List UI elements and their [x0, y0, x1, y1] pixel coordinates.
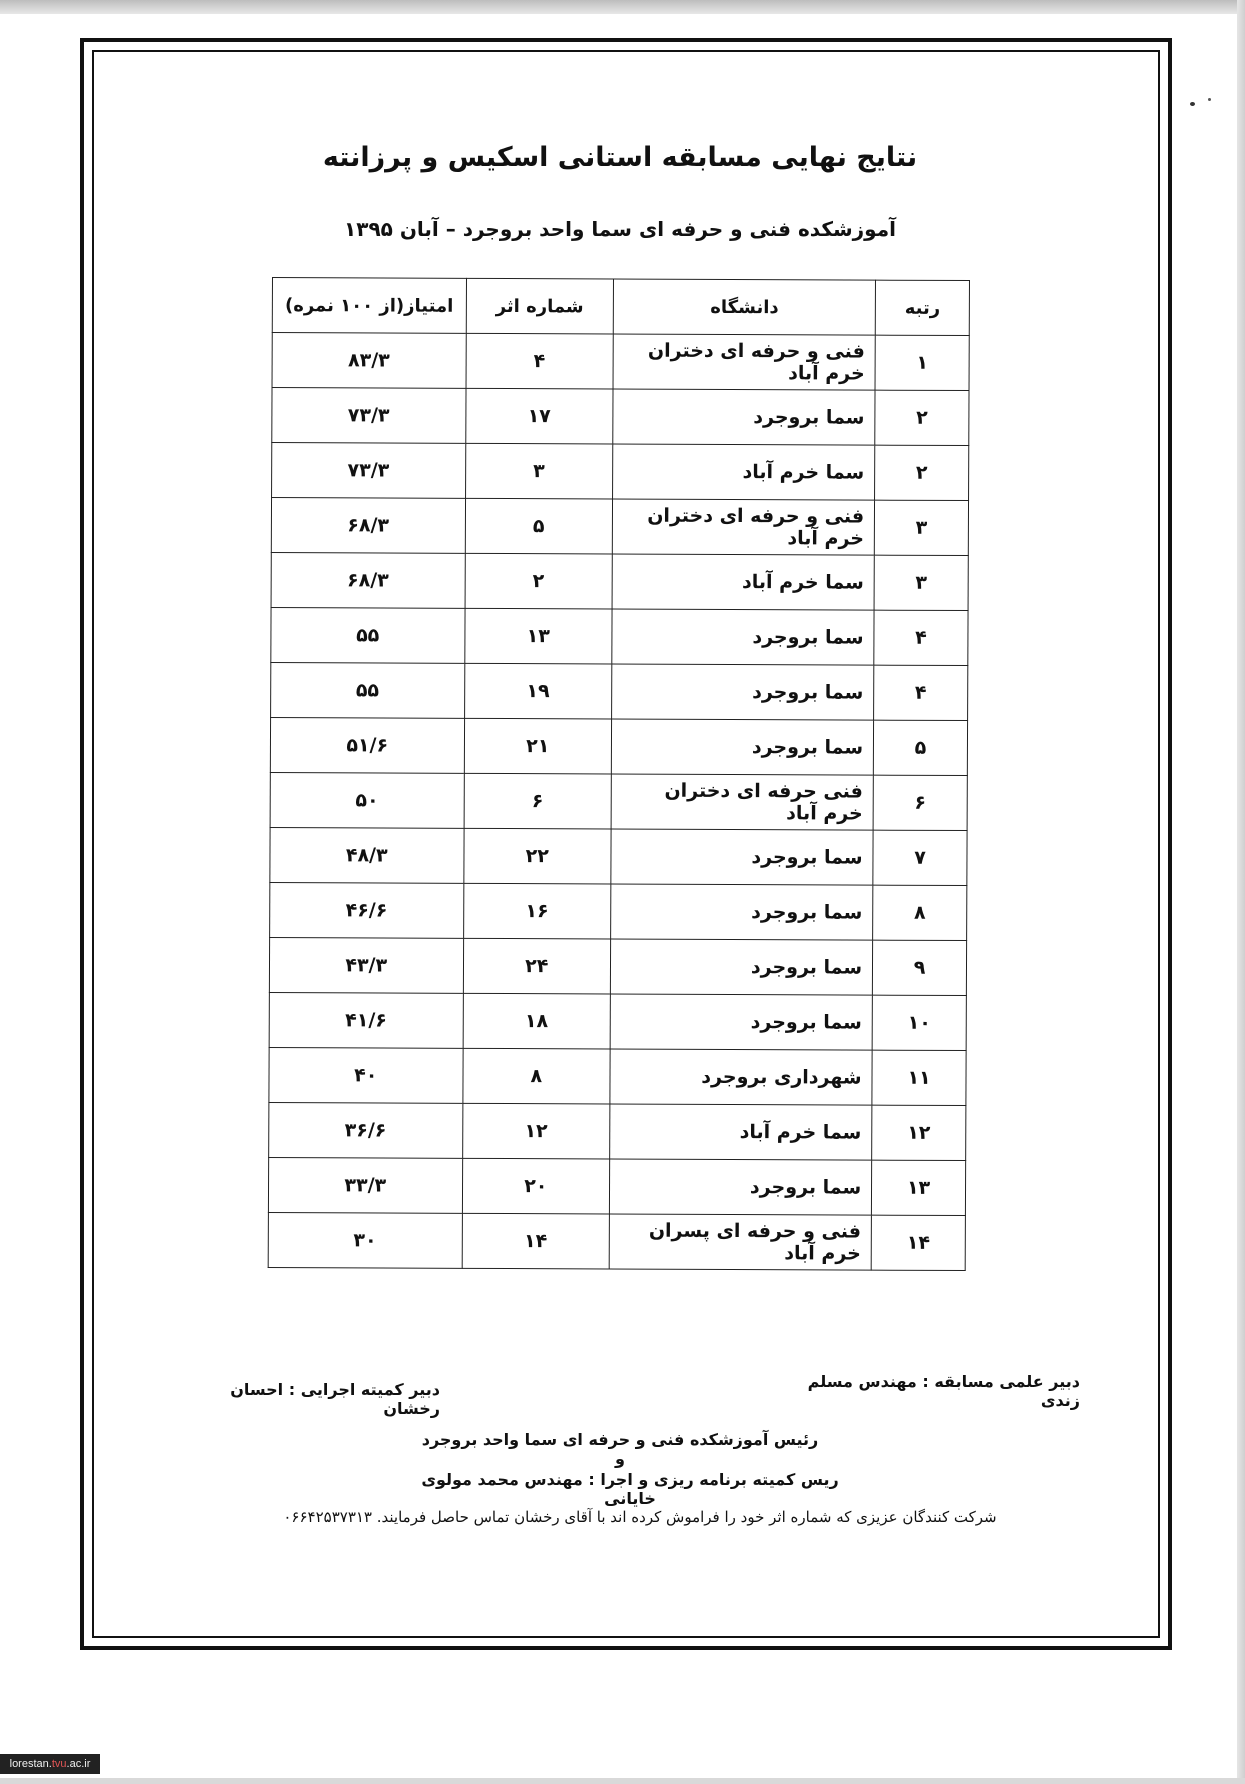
- work-number-cell: ۳: [465, 443, 613, 499]
- contact-notice: شرکت کنندگان عزیزی که شماره اثر خود را فراموش کرده اند با آقای رخشان تماس حاصل فرمایند. ۰۶۶۴۲۵۳۷۳۱۳: [283, 1508, 997, 1526]
- score-cell: ۵۵: [271, 607, 465, 663]
- score-cell: ۷۳/۳: [272, 388, 466, 444]
- rank-cell: ۴: [874, 665, 968, 720]
- table-row: [269, 1102, 966, 1160]
- table-header-row: [272, 278, 969, 336]
- scan-speck: [1208, 98, 1211, 101]
- table-row: [270, 717, 967, 775]
- header-rank: رتبه: [875, 280, 969, 335]
- university-cell: سما بروجرد: [610, 1159, 872, 1215]
- table-row: [268, 1212, 965, 1270]
- rank-cell: ۴: [874, 610, 968, 665]
- rank-cell: ۷: [873, 830, 967, 885]
- work-number-cell: ۸: [462, 1048, 610, 1104]
- results-body: [268, 333, 969, 1271]
- rank-cell: ۶: [873, 775, 967, 830]
- university-cell: سما خرم آباد: [613, 444, 875, 500]
- work-number-cell: ۱۶: [463, 883, 611, 939]
- work-number-cell: ۶: [464, 773, 612, 829]
- work-number-cell: ۱۸: [463, 993, 611, 1049]
- work-number-cell: ۲۱: [464, 718, 612, 774]
- header-work-number: شماره اثر: [466, 278, 614, 334]
- work-number-cell: ۲۲: [463, 828, 611, 884]
- results-table: [268, 277, 970, 1271]
- university-cell: سما بروجرد: [611, 719, 873, 775]
- scan-speck: [1190, 102, 1195, 106]
- rank-cell: ۱۴: [871, 1215, 965, 1270]
- watermark-prefix: lorestan.: [9, 1758, 52, 1770]
- scan-bottom-edge: [0, 1778, 1245, 1784]
- university-cell: سما بروجرد: [610, 994, 872, 1050]
- university-cell: سما خرم آباد: [610, 1104, 872, 1160]
- university-cell: سما بروجرد: [612, 609, 874, 665]
- rank-cell: ۳: [874, 500, 968, 555]
- score-cell: ۳۳/۳: [268, 1157, 462, 1213]
- university-cell: فنی و حرفه ای پسران خرم آباد: [609, 1214, 871, 1270]
- table-row: [271, 607, 968, 665]
- score-cell: ۶۸/۳: [271, 552, 465, 608]
- table-row: [272, 443, 969, 501]
- score-cell: ۸۳/۳: [272, 333, 466, 389]
- executive-secretary-signature: دبیر کمیته اجرایی : احسان رخشان: [230, 1380, 440, 1418]
- table-row: [270, 772, 967, 830]
- score-cell: ۵۰: [270, 772, 464, 828]
- rank-cell: ۱: [875, 335, 969, 390]
- rank-cell: ۵: [873, 720, 967, 775]
- work-number-cell: ۲۰: [462, 1158, 610, 1214]
- rank-cell: ۱۳: [872, 1160, 966, 1215]
- rank-cell: ۳: [874, 555, 968, 610]
- work-number-cell: ۱۳: [464, 608, 612, 664]
- score-cell: ۵۱/۶: [270, 717, 464, 773]
- university-cell: سما بروجرد: [610, 939, 872, 995]
- work-number-cell: ۱۷: [465, 388, 613, 444]
- table-row: [270, 882, 967, 940]
- scientific-secretary-signature: دبیر علمی مسابقه : مهندس مسلم زندی: [807, 1372, 1080, 1410]
- document-subtitle: آموزشکده فنی و حرفه ای سما واحد بروجرد – آبان ۱۳۹۵: [344, 217, 896, 241]
- rank-cell: ۸: [873, 885, 967, 940]
- university-cell: سما بروجرد: [611, 884, 873, 940]
- table-row: [271, 498, 968, 556]
- table-row: [272, 333, 969, 391]
- rank-cell: ۱۱: [872, 1050, 966, 1105]
- table-row: [269, 937, 966, 995]
- scan-top-edge: [0, 0, 1245, 14]
- document-title: نتایج نهایی مسابقه استانی اسکیس و پرزانته: [322, 142, 918, 173]
- work-number-cell: ۱۲: [462, 1103, 610, 1159]
- watermark-suffix: .ac.ir: [66, 1758, 91, 1770]
- university-cell: فنی و حرفه ای دختران خرم آباد: [612, 499, 874, 555]
- score-cell: ۳۰: [268, 1212, 462, 1268]
- score-cell: ۵۵: [271, 662, 465, 718]
- table-row: [271, 552, 968, 610]
- work-number-cell: ۱۴: [462, 1213, 610, 1269]
- score-cell: ۴۰: [269, 1047, 463, 1103]
- rank-cell: ۲: [875, 390, 969, 445]
- table-row: [268, 1157, 965, 1215]
- score-cell: ۴۸/۳: [270, 827, 464, 883]
- rank-cell: ۱۰: [872, 995, 966, 1050]
- rank-cell: ۱۲: [872, 1105, 966, 1160]
- score-cell: ۴۶/۶: [270, 882, 464, 938]
- score-cell: ۶۸/۳: [271, 498, 465, 554]
- work-number-cell: ۴: [466, 333, 614, 389]
- university-cell: شهرداری بروجرد: [610, 1049, 872, 1105]
- table-row: [272, 388, 969, 446]
- university-cell: سما خرم آباد: [612, 554, 874, 610]
- watermark-accent: tvu: [51, 1758, 67, 1770]
- head-signature-line-1: رئیس آموزشکده فنی و حرفه ای سما واحد بروجرد و: [421, 1430, 819, 1468]
- rank-cell: ۲: [875, 445, 969, 500]
- university-cell: فنی و حرفه ای دختران خرم آباد: [613, 334, 875, 390]
- table-row: [271, 662, 968, 720]
- header-score: امتیاز(از ۱۰۰ نمره): [272, 278, 466, 334]
- score-cell: ۴۱/۶: [269, 992, 463, 1048]
- rank-cell: ۹: [872, 940, 966, 995]
- score-cell: ۷۳/۳: [272, 443, 466, 499]
- work-number-cell: ۵: [465, 498, 613, 554]
- scan-right-edge: [1237, 0, 1245, 1784]
- site-watermark: [0, 1754, 100, 1774]
- work-number-cell: ۱۹: [464, 663, 612, 719]
- table-row: [269, 1047, 966, 1105]
- work-number-cell: ۲: [465, 553, 613, 609]
- table-row: [270, 827, 967, 885]
- university-cell: فنی حرفه ای دختران خرم آباد: [611, 774, 873, 830]
- work-number-cell: ۲۴: [463, 938, 611, 994]
- university-cell: سما بروجرد: [613, 389, 875, 445]
- score-cell: ۴۳/۳: [269, 937, 463, 993]
- university-cell: سما بروجرد: [612, 664, 874, 720]
- university-cell: سما بروجرد: [611, 829, 873, 885]
- table-row: [269, 992, 966, 1050]
- score-cell: ۳۶/۶: [269, 1102, 463, 1158]
- header-university: دانشگاه: [613, 279, 875, 335]
- head-signature-line-2: ریس کمیته برنامه ریزی و اجرا : مهندس محمد مولوی خایانی: [421, 1470, 839, 1508]
